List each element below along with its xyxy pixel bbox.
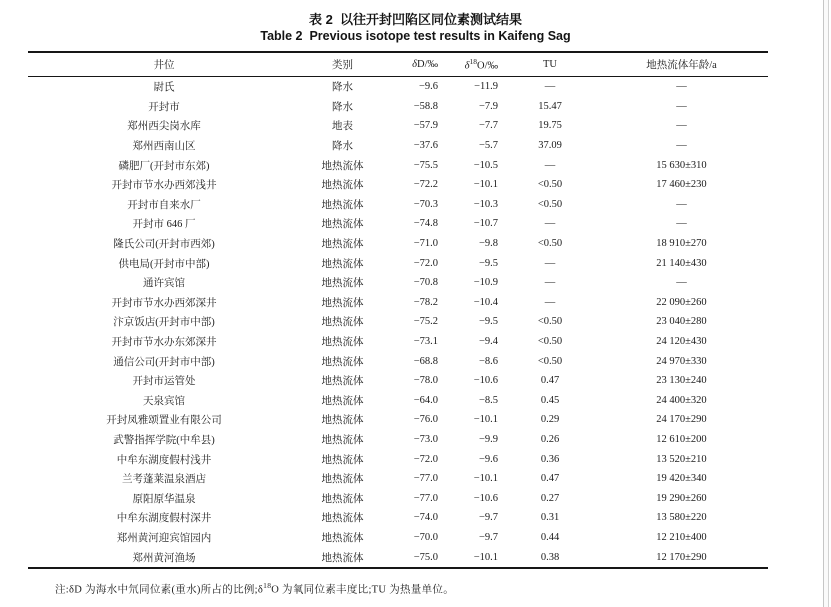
cell-delta-d: −37.6 — [413, 140, 438, 152]
cell-delta-18o: −10.6 — [473, 375, 498, 387]
table-row — [28, 136, 768, 156]
cell-well: 开封市节水办西郊深井 — [111, 297, 217, 309]
cell-tu: 19.75 — [538, 120, 562, 132]
cell-category: 地热流体 — [321, 356, 364, 368]
cell-delta-18o: −7.9 — [478, 100, 498, 112]
cell-tu: 0.45 — [540, 394, 560, 406]
cell-well: 开封市节水办西郊浅井 — [111, 180, 217, 192]
cell-age: — — [676, 120, 687, 132]
cell-tu: 0.47 — [540, 473, 560, 485]
cell-category: 地热流体 — [321, 278, 364, 290]
cell-tu: 0.29 — [540, 414, 560, 426]
table-note — [55, 581, 454, 597]
cell-well: 开封市自来水厂 — [127, 199, 201, 211]
cell-category: 降水 — [332, 141, 353, 153]
isotope-results-table — [28, 51, 768, 569]
cell-delta-d: −78.0 — [413, 375, 438, 387]
table-row — [28, 175, 768, 195]
table-title-zh: 表 2 以往开封凹陷区同位素测试结果 — [308, 12, 523, 27]
cell-category: 地热流体 — [321, 434, 364, 446]
note-superscript-18: 18 — [263, 581, 272, 590]
table-row — [28, 410, 768, 430]
table-row — [28, 293, 768, 313]
table-row — [28, 351, 768, 371]
cell-tu: — — [544, 257, 556, 269]
col-header-age: 地热流体年龄/a — [646, 60, 717, 71]
cell-delta-d: −9.6 — [418, 81, 438, 93]
table-row — [28, 547, 768, 568]
cell-delta-d: −73.0 — [413, 433, 438, 445]
cell-delta-18o: −10.1 — [473, 551, 498, 563]
cell-well: 郑州西尖岗水库 — [127, 121, 201, 133]
cell-well: 郑州西南山区 — [132, 141, 196, 153]
cell-category: 地表 — [332, 121, 353, 133]
cell-tu: 0.38 — [540, 551, 560, 563]
cell-delta-18o: −9.8 — [478, 238, 498, 250]
note-text-1: 注:δD 为海水中氘同位素(重水)所占的比例;δ — [55, 584, 264, 596]
cell-tu: — — [544, 296, 556, 308]
cell-delta-d: −68.8 — [413, 355, 438, 367]
cell-delta-18o: −10.6 — [473, 492, 498, 504]
cell-well: 原阳原华温泉 — [132, 493, 196, 505]
cell-age: 23 040±280 — [656, 316, 707, 328]
cell-category: 地热流体 — [321, 415, 364, 427]
table-row — [28, 77, 768, 97]
cell-tu: <0.50 — [537, 179, 563, 191]
cell-delta-d: −70.3 — [413, 198, 438, 210]
table-row — [28, 214, 768, 234]
cell-tu: 0.36 — [540, 453, 560, 465]
cell-well: 通许宾馆 — [143, 278, 185, 290]
cell-well: 中牟东湖度假村浅井 — [116, 454, 212, 466]
table-row — [28, 528, 768, 548]
cell-age: — — [676, 140, 687, 152]
cell-age: 21 140±430 — [656, 257, 707, 269]
table-row — [28, 312, 768, 332]
col-header-category: 类别 — [332, 60, 353, 71]
cell-delta-18o: −9.9 — [478, 433, 498, 445]
cell-category: 地热流体 — [321, 297, 364, 309]
cell-delta-d: −75.2 — [413, 316, 438, 328]
cell-age: — — [676, 100, 687, 112]
table-header — [28, 52, 768, 77]
col-header-delta-d — [385, 52, 443, 77]
cell-delta-d: −72.0 — [413, 257, 438, 269]
delta-18o-unit: O/‰ — [477, 60, 498, 72]
table-row — [28, 430, 768, 450]
cell-tu: 0.26 — [540, 433, 560, 445]
cell-delta-18o: −9.5 — [478, 257, 498, 269]
cell-delta-d: −72.2 — [413, 179, 438, 191]
cell-category: 降水 — [332, 101, 353, 113]
cell-age: 18 910±270 — [656, 238, 707, 250]
cell-well: 武警指挥学院(中牟县) — [113, 434, 215, 446]
cell-tu: <0.50 — [537, 336, 563, 348]
cell-well: 天泉宾馆 — [143, 395, 185, 407]
cell-well: 开封市 — [148, 101, 180, 113]
cell-tu: 37.09 — [538, 140, 562, 152]
table-row — [28, 273, 768, 293]
cell-tu: 15.47 — [538, 100, 562, 112]
cell-well: 汴京饭店(开封市中部) — [113, 317, 215, 329]
cell-delta-18o: −8.5 — [478, 394, 498, 406]
cell-tu: <0.50 — [537, 198, 563, 210]
delta-symbol: δ — [464, 60, 470, 72]
cell-tu: — — [544, 159, 556, 171]
cell-delta-d: −74.8 — [413, 218, 438, 230]
cell-age: — — [676, 81, 687, 93]
cell-tu: 0.31 — [540, 512, 560, 524]
cell-category: 地热流体 — [321, 160, 364, 172]
note-text-2: O 为氧同位素丰度比;TU 为热量单位。 — [271, 584, 454, 596]
cell-delta-d: −77.0 — [413, 492, 438, 504]
cell-category: 地热流体 — [321, 552, 364, 564]
cell-age: 24 400±320 — [656, 394, 707, 406]
table-row — [28, 195, 768, 215]
table-row — [28, 116, 768, 136]
cell-delta-d: −58.8 — [413, 100, 438, 112]
cell-tu: — — [544, 277, 556, 289]
cell-delta-18o: −5.7 — [478, 140, 498, 152]
cell-age: 24 970±330 — [656, 355, 707, 367]
table-row — [28, 97, 768, 117]
cell-category: 地热流体 — [321, 376, 364, 388]
cell-delta-d: −75.0 — [413, 551, 438, 563]
cell-age: 22 090±260 — [656, 296, 707, 308]
cell-age: 24 120±430 — [656, 336, 707, 348]
cell-category: 地热流体 — [321, 454, 364, 466]
cell-delta-d: −73.1 — [413, 336, 438, 348]
cell-well: 兰考蓬莱温泉酒店 — [122, 474, 206, 486]
delta-symbol: δ — [412, 59, 417, 70]
cell-delta-d: −78.2 — [413, 296, 438, 308]
cell-age: 13 580±220 — [656, 512, 707, 524]
cell-category: 地热流体 — [321, 513, 364, 525]
superscript-18: 18 — [469, 57, 477, 67]
cell-category: 地热流体 — [321, 219, 364, 231]
cell-age: 12 210±400 — [656, 531, 707, 543]
cell-category: 地热流体 — [321, 395, 364, 407]
cell-delta-d: −57.9 — [413, 120, 438, 132]
cell-delta-18o: −10.1 — [473, 473, 498, 485]
table-title-en: Table 2 Previous isotope test results in Kaifeng Sag — [260, 29, 571, 43]
cell-category: 地热流体 — [321, 532, 364, 544]
cell-delta-d: −70.0 — [413, 531, 438, 543]
cell-delta-18o: −10.5 — [473, 159, 498, 171]
cell-tu: 0.27 — [540, 492, 560, 504]
cell-delta-d: −72.0 — [413, 453, 438, 465]
cell-delta-18o: −10.7 — [473, 218, 498, 230]
cell-delta-18o: −9.5 — [478, 316, 498, 328]
cell-delta-18o: −9.7 — [478, 531, 498, 543]
cell-category: 地热流体 — [321, 474, 364, 486]
cell-delta-d: −76.0 — [413, 414, 438, 426]
cell-delta-18o: −10.9 — [473, 277, 498, 289]
cell-age: 17 460±230 — [656, 179, 707, 191]
cell-well: 供电局(开封市中部) — [118, 258, 210, 270]
col-header-well: 井位 — [153, 60, 175, 71]
cell-tu: 0.44 — [540, 531, 560, 543]
cell-age: 12 170±290 — [656, 551, 707, 563]
cell-delta-d: −74.0 — [413, 512, 438, 524]
cell-tu: — — [544, 81, 556, 93]
cell-well: 尉氏 — [153, 82, 175, 94]
cell-tu: <0.50 — [537, 316, 563, 328]
table-row — [28, 449, 768, 469]
cell-tu: — — [544, 218, 556, 230]
col-header-tu: TU — [543, 59, 557, 70]
cell-tu: <0.50 — [537, 355, 563, 367]
cell-age: 24 170±290 — [656, 414, 707, 426]
cell-well: 郑州黄河渔场 — [132, 552, 196, 564]
cell-delta-18o: −8.6 — [478, 355, 498, 367]
table-row — [28, 253, 768, 273]
cell-age: — — [676, 218, 687, 230]
cell-age: 19 290±260 — [656, 492, 707, 504]
cell-delta-d: −70.8 — [413, 277, 438, 289]
page-right-edge — [823, 0, 829, 607]
delta-d-unit: D/‰ — [417, 59, 438, 70]
cell-delta-d: −71.0 — [413, 238, 438, 250]
cell-age: 15 630±310 — [656, 159, 707, 171]
header-row — [28, 52, 768, 77]
cell-well: 中牟东湖度假村深井 — [116, 513, 212, 525]
cell-age: — — [676, 277, 687, 289]
cell-delta-d: −64.0 — [413, 394, 438, 406]
cell-well: 磷肥厂(开封市东郊) — [118, 160, 210, 172]
cell-delta-18o: −10.4 — [473, 296, 498, 308]
cell-well: 郑州黄河迎宾馆园内 — [116, 532, 212, 544]
cell-well: 通信公司(开封市中部) — [113, 356, 215, 368]
cell-category: 降水 — [332, 82, 353, 94]
cell-delta-18o: −9.6 — [478, 453, 498, 465]
table-body — [28, 77, 768, 568]
table-row — [28, 488, 768, 508]
cell-category: 地热流体 — [321, 258, 364, 270]
cell-tu: <0.50 — [537, 238, 563, 250]
cell-category: 地热流体 — [321, 337, 364, 349]
cell-category: 地热流体 — [321, 317, 364, 329]
cell-age: 23 130±240 — [656, 375, 707, 387]
cell-well: 开封市节水办东郊深井 — [111, 337, 217, 349]
cell-category: 地热流体 — [321, 239, 364, 251]
cell-well: 开封凤雅颂置业有限公司 — [106, 415, 222, 427]
cell-delta-18o: −7.7 — [478, 120, 498, 132]
cell-delta-18o: −11.9 — [474, 81, 498, 93]
cell-age: — — [676, 198, 687, 210]
cell-age: 12 610±200 — [656, 433, 707, 445]
cell-delta-18o: −10.1 — [473, 414, 498, 426]
cell-category: 地热流体 — [321, 493, 364, 505]
cell-delta-18o: −10.3 — [473, 198, 498, 210]
col-header-delta-18o — [443, 52, 505, 77]
table-row — [28, 391, 768, 411]
cell-delta-18o: −9.7 — [478, 512, 498, 524]
cell-well: 开封市 646 厂 — [132, 219, 196, 231]
cell-delta-18o: −9.4 — [478, 336, 498, 348]
cell-age: 13 520±210 — [656, 453, 707, 465]
table-row — [28, 469, 768, 489]
cell-age: 19 420±340 — [656, 473, 707, 485]
table-row — [28, 332, 768, 352]
cell-delta-d: −75.5 — [413, 159, 438, 171]
cell-well: 隆氏公司(开封市西郊) — [113, 239, 215, 251]
cell-delta-18o: −10.1 — [473, 179, 498, 191]
cell-category: 地热流体 — [321, 180, 364, 192]
table-row — [28, 371, 768, 391]
cell-well: 开封市运管处 — [132, 376, 196, 388]
table-row — [28, 508, 768, 528]
cell-tu: 0.47 — [540, 375, 560, 387]
cell-category: 地热流体 — [321, 199, 364, 211]
table-row — [28, 155, 768, 175]
cell-delta-d: −77.0 — [413, 473, 438, 485]
table-row — [28, 234, 768, 254]
